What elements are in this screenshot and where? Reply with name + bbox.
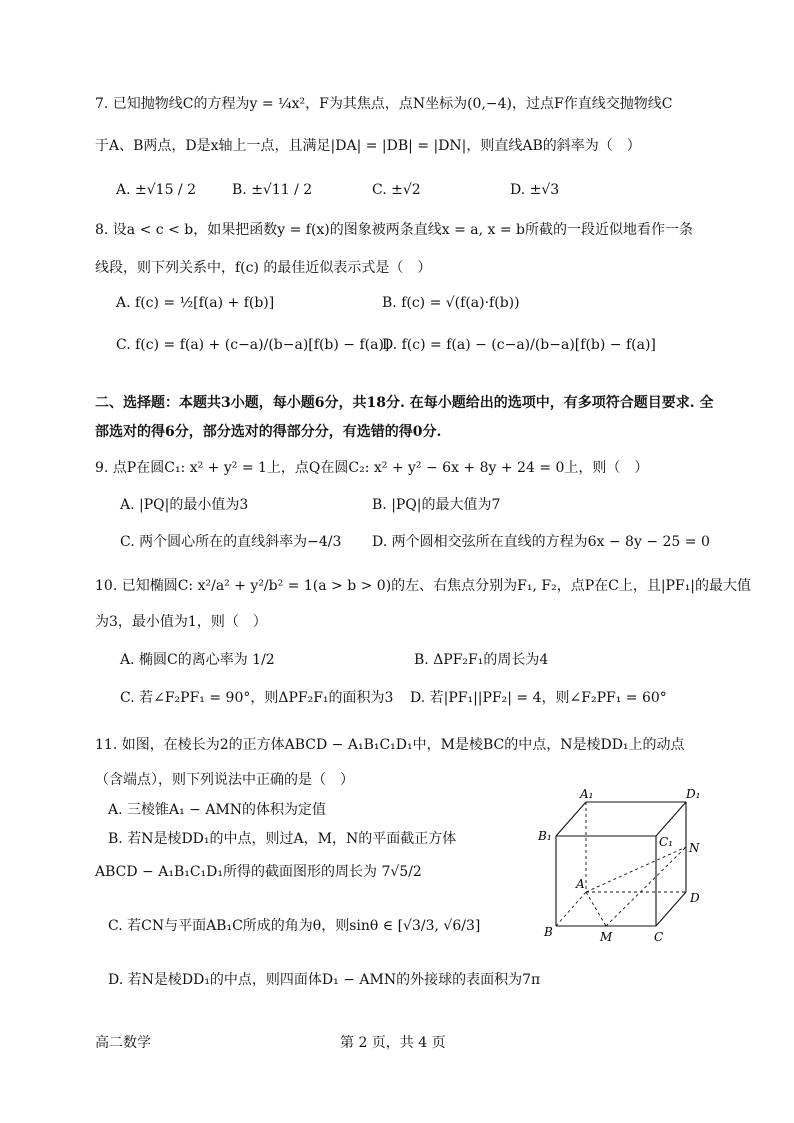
label-m: M bbox=[600, 930, 613, 944]
q10-option-c: C. 若∠F₂PF₁ = 90°，则ΔPF₂F₁的面积为3 bbox=[120, 690, 394, 706]
section2-header-line2: 部选对的得6分，部分选对的得部分分，有选错的得0分. bbox=[95, 424, 442, 440]
q7-option-d: D. ±√3 bbox=[510, 182, 560, 198]
section2-header-line1: 二、选择题：本题共3小题，每小题6分，共18分. 在每小题给出的选项中，有多项符合题目要求. 全 bbox=[95, 395, 714, 411]
q11-option-a: A. 三棱锥A₁ − AMN的体积为定值 bbox=[108, 802, 327, 818]
q9-option-c: C. 两个圆心所在的直线斜率为−4/3 bbox=[120, 534, 342, 550]
q9-line1: 9. 点P在圆C₁: x² + y² = 1上，点Q在圆C₂: x² + y² − 6x + 8y + 24 = 0上，则（ ） bbox=[95, 460, 649, 476]
label-d1: D₁ bbox=[686, 787, 701, 801]
cube-figure bbox=[536, 786, 716, 946]
label-a: A bbox=[576, 877, 585, 891]
edge-cd bbox=[656, 892, 686, 926]
q11-line1: 11. 如图，在棱长为2的正方体ABCD − A₁B₁C₁D₁中，M是棱BC的中点，N是棱DD₁上的动点 bbox=[95, 737, 685, 753]
label-a1: A₁ bbox=[580, 787, 594, 801]
q11-option-c: C. 若CN与平面AB₁C所成的角为θ，则sinθ ∈ [√3/3, √6/3] bbox=[108, 918, 481, 934]
q9-option-a: A. |PQ|的最小值为3 bbox=[120, 497, 249, 513]
q8-option-c: C. f(c) = f(a) + (c−a)/(b−a)[f(b) − f(a)] bbox=[116, 337, 390, 353]
label-c: C bbox=[654, 930, 664, 944]
q9-option-b: B. |PQ|的最大值为7 bbox=[372, 497, 501, 513]
segment-an bbox=[586, 847, 686, 892]
label-c1: C₁ bbox=[659, 835, 673, 849]
q7-option-b: B. ±√11 / 2 bbox=[232, 182, 313, 198]
q11-line2: （含端点），则下列说法中正确的是（ ） bbox=[95, 772, 354, 788]
q11-option-b-line2: ABCD − A₁B₁C₁D₁所得的截面图形的周长为 7√5/2 bbox=[95, 864, 422, 880]
q8-line1: 8. 设a < c < b，如果把函数y = f(x)的图象被两条直线x = a, x = b所截的一段近似地看作一条 bbox=[95, 222, 694, 238]
q11-option-d: D. 若N是棱DD₁的中点，则四面体D₁ − AMN的外接球的表面积为7π bbox=[108, 972, 541, 988]
q7-option-a: A. ±√15 / 2 bbox=[116, 182, 197, 198]
label-d: D bbox=[690, 891, 700, 905]
label-b: B bbox=[544, 925, 553, 939]
q10-option-a: A. 椭圆C的离心率为 1/2 bbox=[120, 652, 275, 668]
label-n: N bbox=[689, 841, 700, 855]
segment-mn bbox=[606, 847, 686, 926]
q10-line1: 10. 已知椭圆C: x²/a² + y²/b² = 1(a > b > 0)的左、右焦点分别为F₁, F₂，点P在C上，且|PF₁|的最大值 bbox=[95, 578, 752, 594]
q8-option-b: B. f(c) = √(f(a)·f(b)) bbox=[382, 295, 520, 311]
q7-line2: 于A、B两点，D是x轴上一点，且满足|DA| = |DB| = |DN|，则直线AB的斜率为（ ） bbox=[95, 138, 641, 154]
q7-option-c: C. ±√2 bbox=[372, 182, 421, 198]
footer-page-number: 第 2 页，共 4 页 bbox=[340, 1035, 446, 1051]
label-b1: B₁ bbox=[538, 829, 552, 843]
footer-subject: 高二数学 bbox=[95, 1035, 151, 1051]
q9-option-d: D. 两个圆相交弦所在直线的方程为6x − 8y − 25 = 0 bbox=[372, 534, 710, 550]
q7-line1: 7. 已知抛物线C的方程为y = ¼x²，F为其焦点，点N坐标为(0,−4)，过点F作直线交抛物线C bbox=[95, 96, 673, 112]
edge-ba-hidden bbox=[556, 892, 586, 926]
q8-option-a: A. f(c) = ½[f(a) + f(b)] bbox=[116, 295, 275, 311]
edge-b1a1 bbox=[556, 802, 586, 836]
q10-line2: 为3，最小值为1，则（ ） bbox=[95, 614, 267, 630]
edge-c1d1 bbox=[656, 802, 686, 836]
q8-option-d: D. f(c) = f(a) − (c−a)/(b−a)[f(b) − f(a)] bbox=[382, 337, 656, 353]
segment-am bbox=[586, 892, 606, 926]
q10-option-b: B. ΔPF₂F₁的周长为4 bbox=[414, 652, 549, 668]
q10-option-d: D. 若|PF₁||PF₂| = 4，则∠F₂PF₁ = 60° bbox=[410, 690, 667, 706]
q8-line2: 线段，则下列关系中，f(c) 的最佳近似表示式是（ ） bbox=[95, 260, 432, 276]
q11-option-b-line1: B. 若N是棱DD₁的中点，则过A，M，N的平面截正方体 bbox=[108, 831, 457, 847]
